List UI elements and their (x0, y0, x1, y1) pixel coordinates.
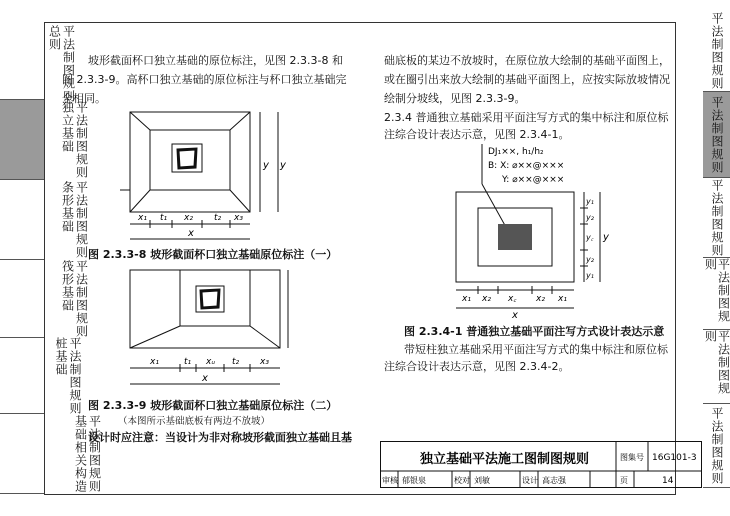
fig1-dim-x1: x₁ (138, 213, 147, 223)
fig1-dim-t1: t₁ (160, 213, 168, 223)
right-tab-2[interactable] (703, 92, 730, 178)
fig2-dim-x: x (202, 373, 208, 384)
fig2-dim-t2: t₂ (232, 357, 240, 367)
fig3-dim-y2: y₂ (586, 213, 594, 222)
atlas-number: 16G101-3 (652, 453, 697, 463)
annotation-line-3: Y: ⌀××@××× (502, 175, 565, 185)
left-tab-isolated-foundation[interactable] (0, 100, 89, 180)
fig2-dim-x1: x₁ (150, 357, 159, 367)
right-line-2: 或在圈引出来放大绘制的基础平面图上，应按实际放坡情况 (384, 73, 670, 86)
left-tab-label: 平法制图规则 (74, 100, 89, 179)
fig2-dim-t1: t₁ (184, 357, 192, 367)
annotation-line-2: B: X: ⌀××@××× (488, 161, 565, 171)
proofreader-name: 刘敏 (474, 476, 490, 485)
right-tab-label: 平法制图规则 (710, 11, 724, 90)
reviewer-name: 郁银泉 (402, 476, 426, 485)
fig3-dim-y1: y₁ (586, 197, 594, 206)
fig3-dim-y: y (603, 232, 609, 243)
annotation-line-1: DJ₁××, h₁/h₂ (488, 147, 544, 157)
fig3-dim-yc: y꜀ (586, 233, 594, 242)
left-tab-label: 条形基础 (60, 180, 75, 233)
left-tab-label: 平法制图规则 (61, 24, 76, 103)
left-tab-label: 平法制图规则 (74, 180, 89, 259)
fig1-dim-x: x (188, 228, 194, 239)
left-tab-label: 桩基础 (54, 336, 68, 376)
right-tab-6[interactable] (703, 404, 730, 488)
right-tab-5[interactable] (703, 330, 730, 404)
left-tab-label: 平法制图规则 (68, 336, 82, 415)
design-label: 设计 (522, 476, 538, 485)
left-tab-label: 平法制图规则 (87, 414, 102, 493)
left-para-line-3: 全相同。 (62, 92, 106, 105)
figure-caption-2-3-4-1: 图 2.3.4-1 普通独立基础平面注写方式设计表达示意 (404, 325, 665, 338)
fig1-dim-x3: x₃ (234, 213, 243, 223)
page-number: 14 (662, 476, 674, 486)
fig3-dim-xc: x꜀ (508, 294, 517, 304)
left-tab-strip-foundation[interactable] (0, 180, 89, 260)
fig1-dim-t2: t₂ (214, 213, 222, 223)
fig3-dim-y2-bottom: y₂ (586, 255, 594, 264)
fig1-dim-y: y (263, 160, 269, 171)
left-para-line-1: 坡形截面杯口独立基础的原位标注，见图 2.3.3-8 和 (88, 54, 343, 67)
atlas-number-label: 图集号 (620, 453, 644, 462)
left-tab-label: 独立基础 (60, 100, 75, 153)
fig3-dim-x1: x₁ (462, 294, 471, 304)
left-tab-label: 平法制图规则 (74, 259, 89, 338)
title-block-title: 独立基础平法施工图制图规则 (420, 452, 590, 467)
right-line-3: 绘制分坡线，见图 2.3.3-9。 (384, 92, 526, 105)
left-tab-label: 基础相关构造 (73, 414, 88, 493)
review-label: 审核 (382, 476, 398, 485)
figure-note-2-3-3-9: （本图所示基础底板有两边不放坡） (118, 416, 271, 427)
right-tab-label: 平法制图规则 (703, 258, 730, 323)
fig3-column (498, 224, 532, 250)
fig3-dim-x1-right: x₁ (558, 294, 567, 304)
design-note-line: 设计时应注意：当设计为非对称坡形截面独立基础且基 (88, 431, 352, 444)
right-tab-label: 平法制图规则 (710, 95, 724, 174)
fig3-dim-x: x (512, 310, 518, 320)
right-nav-tabs (703, 0, 730, 516)
right-line-6: 带短柱独立基础采用平面注写方式的集中标注和原位标 (404, 343, 668, 356)
figure-caption-2-3-3-9: 图 2.3.3-9 坡形截面杯口独立基础原位标注（二） (88, 399, 338, 412)
figure-2-3-4-1 (450, 142, 620, 320)
left-tab-raft-foundation[interactable] (0, 259, 89, 338)
left-para-line-2: 图 2.3.3-9。高杯口独立基础的原位标注与杯口独立基础完 (62, 73, 347, 86)
proofread-label: 校对 (454, 476, 470, 485)
title-block (380, 441, 702, 488)
right-tab-1[interactable] (703, 10, 730, 92)
right-tab-label: 平法制图规则 (710, 406, 724, 485)
left-tab-label: 筏形基础 (60, 259, 75, 312)
right-tab-label: 平法制图规则 (703, 330, 730, 395)
right-line-5: 注综合设计表达示意，见图 2.3.4-1。 (384, 128, 570, 141)
left-tab-pile-foundation[interactable] (0, 336, 82, 415)
fig3-dim-y1-bottom: y₁ (586, 271, 594, 280)
right-tab-label: 平法制图规则 (710, 178, 724, 257)
left-tab-label: 总则 (47, 24, 62, 51)
page-label: 页 (620, 476, 628, 485)
fig2-dim-x3: x₃ (260, 357, 269, 367)
figure-caption-2-3-3-8: 图 2.3.3-8 坡形截面杯口独立基础原位标注（一） (88, 248, 338, 261)
fig2-dim-xu: xᵤ (206, 357, 215, 367)
fig3-dim-x2-right: x₂ (536, 294, 545, 304)
figure-2-3-3-8 (120, 108, 295, 246)
right-line-1: 础底板的某边不放坡时，在原位放大绘制的基础平面图上， (384, 54, 670, 67)
designer-name: 高志强 (542, 476, 566, 485)
right-tab-3[interactable] (703, 178, 730, 258)
right-tab-4[interactable] (703, 258, 730, 330)
figure-2-3-3-9 (120, 268, 295, 392)
right-line-4: 2.3.4 普通独立基础采用平面注写方式的集中标注和原位标 (384, 111, 669, 124)
left-tab-related-construction[interactable] (0, 414, 102, 494)
right-line-7: 注综合设计表达示意，见图 2.3.4-2。 (384, 360, 570, 373)
fig1-dim-x2: x₂ (184, 213, 193, 223)
left-tab-general[interactable] (0, 24, 76, 103)
fig1-dim-y-total: y (280, 160, 286, 171)
fig3-dim-x2: x₂ (482, 294, 491, 304)
